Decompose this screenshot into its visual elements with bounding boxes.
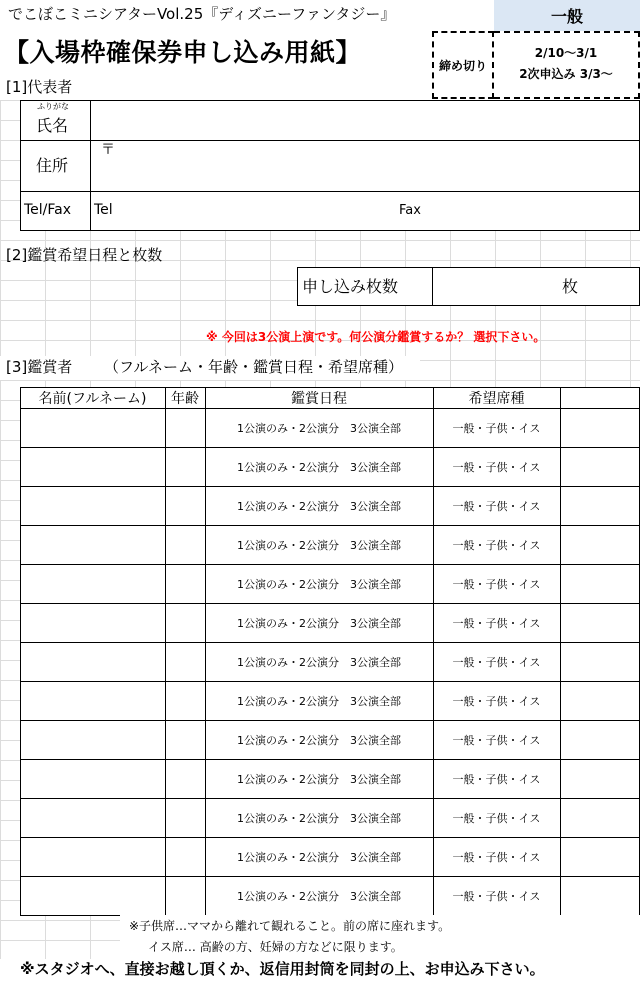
tel-label: Tel bbox=[94, 202, 113, 218]
seat-options[interactable]: 一般・子供・イス bbox=[452, 694, 541, 708]
seat-options[interactable]: 一般・子供・イス bbox=[452, 577, 541, 591]
attendee-name-field[interactable] bbox=[21, 838, 165, 876]
section3-heading-note: （フルネーム・年齢・鑑賞日程・希望席種） bbox=[104, 358, 403, 376]
deadline-label-box bbox=[432, 31, 494, 99]
schedule-options[interactable]: 1公演のみ・2公演分 3公演全部 bbox=[237, 850, 401, 864]
column-header-age: 年齢 bbox=[171, 390, 199, 407]
fax-field[interactable] bbox=[428, 192, 638, 230]
seat-options[interactable]: 一般・子供・イス bbox=[452, 538, 541, 552]
attendee-age-field[interactable] bbox=[166, 409, 205, 447]
furigana-label: ふりがな bbox=[37, 102, 69, 111]
attendee-age-field[interactable] bbox=[166, 604, 205, 642]
schedule-options[interactable]: 1公演のみ・2公演分 3公演全部 bbox=[237, 655, 401, 669]
child-seat-note: ※子供席…ママから離れて観れること。前の席に座れます。 bbox=[129, 919, 451, 933]
schedule-options[interactable]: 1公演のみ・2公演分 3公演全部 bbox=[237, 499, 401, 513]
attendee-name-field[interactable] bbox=[21, 721, 165, 759]
form-title: 【入場枠確保券申し込み用紙】 bbox=[4, 38, 362, 67]
schedule-options[interactable]: 1公演のみ・2公演分 3公演全部 bbox=[237, 772, 401, 786]
attendee-age-field[interactable] bbox=[166, 487, 205, 525]
category-label: 一般 bbox=[550, 7, 583, 26]
section3-heading: [3]鑑賞者 bbox=[6, 358, 73, 376]
seat-options[interactable]: 一般・子供・イス bbox=[452, 772, 541, 786]
fax-label: Fax bbox=[399, 203, 421, 218]
attendee-age-field[interactable] bbox=[166, 565, 205, 603]
schedule-options[interactable]: 1公演のみ・2公演分 3公演全部 bbox=[237, 538, 401, 552]
column-divider bbox=[560, 387, 561, 915]
attendee-name-field[interactable] bbox=[21, 643, 165, 681]
postal-mark: 〒 bbox=[101, 142, 115, 158]
attendee-age-field[interactable] bbox=[166, 526, 205, 564]
attendee-age-field[interactable] bbox=[166, 760, 205, 798]
deadline-label: 締め切り bbox=[438, 58, 487, 73]
attendee-name-field[interactable] bbox=[21, 682, 165, 720]
section2-heading: [2]鑑賞希望日程と枚数 bbox=[6, 246, 163, 264]
seat-options[interactable]: 一般・子供・イス bbox=[452, 421, 541, 435]
schedule-options[interactable]: 1公演のみ・2公演分 3公演全部 bbox=[237, 811, 401, 825]
schedule-options[interactable]: 1公演のみ・2公演分 3公演全部 bbox=[237, 577, 401, 591]
deadline-dates: 2/10～3/1 bbox=[534, 46, 598, 60]
attendee-age-field[interactable] bbox=[166, 799, 205, 837]
schedule-options[interactable]: 1公演のみ・2公演分 3公演全部 bbox=[237, 421, 401, 435]
ticket-count-input[interactable] bbox=[433, 268, 553, 305]
address-field[interactable] bbox=[91, 141, 639, 191]
attendee-name-field[interactable] bbox=[21, 604, 165, 642]
attendee-age-field[interactable] bbox=[166, 877, 205, 915]
seat-options[interactable]: 一般・子供・イス bbox=[452, 733, 541, 747]
seat-options[interactable]: 一般・子供・イス bbox=[452, 655, 541, 669]
attendee-age-field[interactable] bbox=[166, 838, 205, 876]
attendee-name-field[interactable] bbox=[21, 877, 165, 915]
chair-seat-note: イス席… 高齢の方、妊婦の方などに限ります。 bbox=[148, 940, 403, 954]
attendee-name-field[interactable] bbox=[21, 799, 165, 837]
table-top-border bbox=[20, 387, 640, 388]
attendee-name-field[interactable] bbox=[21, 487, 165, 525]
performance-notice: ※ 今回は3公演上演です。何公演分鑑賞するか？ 選択下さい。 bbox=[206, 330, 546, 344]
seat-options[interactable]: 一般・子供・イス bbox=[452, 460, 541, 474]
attendee-name-field[interactable] bbox=[21, 565, 165, 603]
column-header-name: 名前(フルネーム) bbox=[38, 390, 147, 407]
attendee-age-field[interactable] bbox=[166, 721, 205, 759]
schedule-options[interactable]: 1公演のみ・2公演分 3公演全部 bbox=[237, 616, 401, 630]
name-field[interactable] bbox=[91, 101, 639, 140]
category-badge bbox=[494, 0, 640, 31]
tel-field[interactable] bbox=[120, 192, 390, 230]
section1-heading: [1]代表者 bbox=[6, 78, 73, 96]
attendee-age-field[interactable] bbox=[166, 682, 205, 720]
event-title: でこぼこミニシアターVol.25『ディズニーファンタジー』 bbox=[8, 5, 396, 23]
attendee-name-field[interactable] bbox=[21, 760, 165, 798]
attendee-name-field[interactable] bbox=[21, 448, 165, 486]
seat-options[interactable]: 一般・子供・イス bbox=[452, 811, 541, 825]
attendee-age-field[interactable] bbox=[166, 643, 205, 681]
column-header-schedule: 鑑賞日程 bbox=[291, 390, 347, 407]
attendee-name-field[interactable] bbox=[21, 526, 165, 564]
name-label: 氏名 bbox=[36, 116, 69, 135]
ticket-count-label: 申し込み枚数 bbox=[302, 277, 399, 296]
seat-options[interactable]: 一般・子供・イス bbox=[452, 616, 541, 630]
deadline-second: 2次申込み 3/3～ bbox=[519, 67, 613, 81]
schedule-options[interactable]: 1公演のみ・2公演分 3公演全部 bbox=[237, 694, 401, 708]
seat-options[interactable]: 一般・子供・イス bbox=[452, 850, 541, 864]
seat-options[interactable]: 一般・子供・イス bbox=[452, 499, 541, 513]
telfax-label: Tel/Fax bbox=[24, 202, 72, 218]
seat-options[interactable]: 一般・子供・イス bbox=[452, 889, 541, 903]
bottom-notice: ※スタジオへ、直接お越し頂くか、返信用封筒を同封の上、お申込み下さい。 bbox=[20, 960, 545, 978]
schedule-options[interactable]: 1公演のみ・2公演分 3公演全部 bbox=[237, 733, 401, 747]
schedule-options[interactable]: 1公演のみ・2公演分 3公演全部 bbox=[237, 889, 401, 903]
deadline-dates-box bbox=[494, 31, 640, 99]
column-header-seat: 希望席種 bbox=[468, 390, 525, 407]
address-label: 住所 bbox=[36, 156, 69, 175]
attendee-age-field[interactable] bbox=[166, 448, 205, 486]
attendee-name-field[interactable] bbox=[21, 409, 165, 447]
ticket-unit-label: 枚 bbox=[562, 277, 579, 296]
schedule-options[interactable]: 1公演のみ・2公演分 3公演全部 bbox=[237, 460, 401, 474]
